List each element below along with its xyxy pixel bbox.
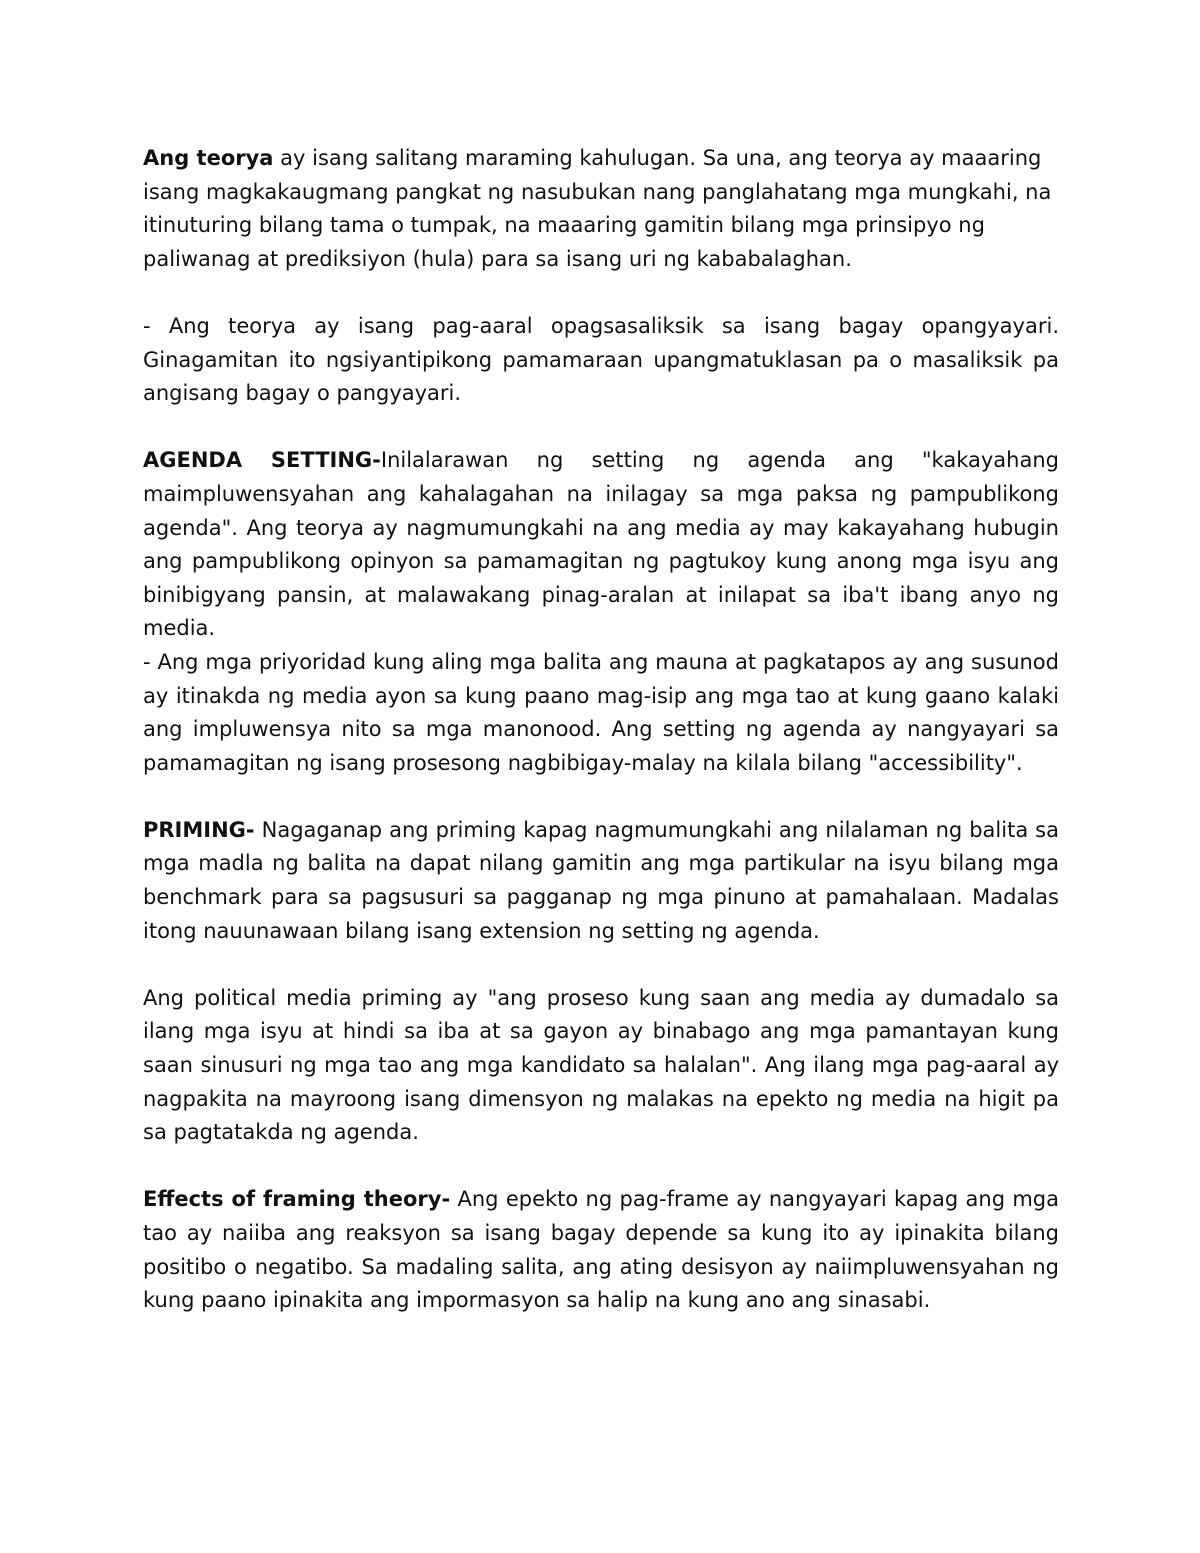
paragraph-text: Nagaganap ang priming kapag nagmumungkahi ang nilalaman ng balita sa mga madla ng balita na dapat nilang gamitin ang mga partikular na isyu bilang mga benchmark para sa pagsusuri sa pagganap ng mga pinuno at pamahalaan. Madalas itong nauunawaan bilang isang extension ng setting ng agenda. xyxy=(143,817,1059,943)
paragraph-text: Ang epekto ng pag-frame ay nangyayari kapag ang mga tao ay naiiba ang reaksyon sa isang bagay depende sa kung ito ay ipinakita bilang positibo o negatibo. Sa madaling salita, ang ating desisyon ay naiimpluwensyahan ng kung paano ipinakita ang impormasyon sa halip na kung ano ang sinasabi. xyxy=(143,1187,1060,1313)
term-priming: PRIMING- xyxy=(143,817,255,842)
paragraph-text: Ang political media priming ay "ang proseso kung saan ang media ay dumadalo sa ilang mga isyu at hindi sa iba at sa gayon ay binabago ang mga pamantayan kung saan sinusuri ng mga tao ang mga kandidato sa halalan". Ang ilang mga pag-aaral ay nagpakita na mayroong isang dimensyon ng malakas na epekto ng media na higit pa sa pagtatakda ng agenda. xyxy=(143,985,1059,1145)
paragraph-text: - Ang teorya ay isang pag-aaral opagsasaliksik sa isang bagay opangyayari. Ginagamitan ito ngsiyantipikong pamamaraan upangmatuklasan pa o masaliksik pa angisang bagay o pangyayari. xyxy=(143,313,1059,406)
paragraph-theory-definition xyxy=(143,142,1059,276)
term-ang-teorya: Ang teorya xyxy=(143,146,274,170)
term-effects-of-framing-theory: Effects of framing theory- xyxy=(143,1187,451,1212)
paragraph-spacer xyxy=(143,411,1059,445)
paragraph-political-media-priming xyxy=(143,982,1059,1150)
paragraph-theory-study xyxy=(143,310,1059,411)
term-agenda-setting: AGENDA SETTING- xyxy=(143,448,381,473)
paragraph-spacer xyxy=(143,780,1059,814)
paragraph-framing-theory xyxy=(143,1183,1059,1317)
document-body xyxy=(143,142,1059,1318)
paragraph-spacer xyxy=(143,1150,1059,1184)
paragraph-agenda-priorities xyxy=(143,646,1059,780)
paragraph-priming xyxy=(143,814,1059,948)
paragraph-text: - Ang mga priyoridad kung aling mga balita ang mauna at pagkatapos ay ang susunod ay itinakda ng media ayon sa kung paano mag-isip ang mga tao at kung gaano kalaki ang impluwensya nito sa mga manonood. Ang setting ng agenda ay nangyayari sa pamamagitan ng isang prosesong nagbibigay-malay na kilala bilang "accessibility". xyxy=(143,649,1059,775)
paragraph-text: ay isang salitang maraming kahulugan. Sa una, ang teorya ay maaaring isang magkakaugmang pangkat ng nasubukan nang panglahatang mga mungkahi, na itinuturing bilang tama o tumpak, na maaaring gamitin bilang mga prinsipyo ng paliwanag at prediksiyon (hula) para sa isang uri ng kababalaghan. xyxy=(143,146,1052,271)
paragraph-spacer xyxy=(143,948,1059,982)
paragraph-spacer xyxy=(143,276,1059,310)
paragraph-agenda-setting xyxy=(143,444,1059,646)
paragraph-text: Inilalarawan ng setting ng agenda ang "kakayahang maimpluwensyahan ang kahalagahan na inilagay sa mga paksa ng pampublikong agenda". Ang teorya ay nagmumungkahi na ang media ay may kakayahang hubugin ang pampublikong opinyon sa pamamagitan ng pagtukoy kung anong mga isyu ang binibigyang pansin, at malawakang pinag-aralan at inilapat sa iba't ibang anyo ng media. xyxy=(143,448,1059,641)
